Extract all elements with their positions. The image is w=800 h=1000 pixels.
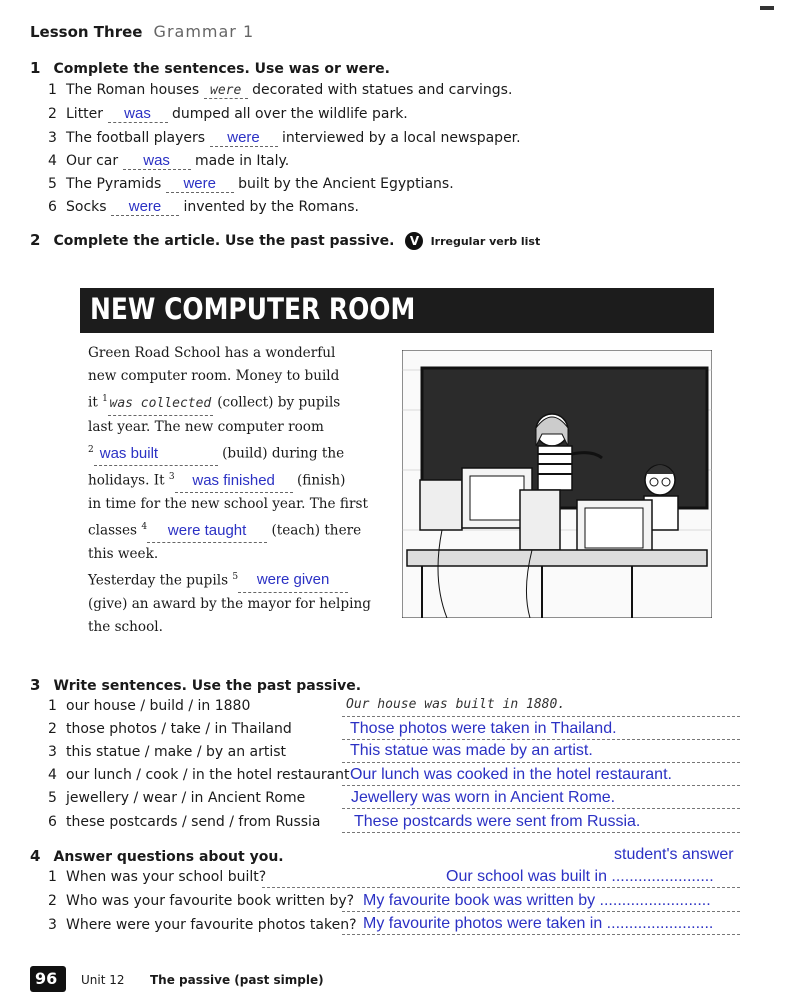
desk bbox=[407, 550, 707, 566]
ex4-question: 3 Where were your favourite photos taken? bbox=[48, 917, 357, 933]
exercise-number: 3 bbox=[30, 676, 41, 694]
answer-field[interactable]: were bbox=[204, 83, 248, 99]
exercise-instruction: Write sentences. Use the past passive. bbox=[53, 678, 362, 694]
exercise-4-heading bbox=[30, 846, 284, 865]
ex1-item: 6 Socks were invented by the Romans. bbox=[48, 198, 359, 215]
ex3-answer-field[interactable]: Our lunch was cooked in the hotel restaurant. bbox=[350, 766, 672, 783]
ex3-prompt: 3 this statue / make / by an artist bbox=[48, 744, 287, 760]
exercise-1-heading bbox=[30, 58, 390, 77]
ex3-prompt: 4 our lunch / cook / in the hotel restaurant bbox=[48, 767, 350, 783]
answer-field[interactable]: were taught bbox=[147, 519, 267, 543]
ex3-prompt: 1 our house / build / in 1880 bbox=[48, 698, 251, 714]
ex3-prompt: 6 these postcards / send / from Russia bbox=[48, 814, 321, 830]
ex4-question: 2 Who was your favourite book written by? bbox=[48, 893, 355, 909]
ex1-item: 4 Our car was made in Italy. bbox=[48, 152, 290, 169]
article-text: Green Road School has a wonderful new computer room. Money to build it $^1$ was collected (collect) by pupils last year. The new computer room $^2$ was built (build) during the holidays. It $^3$ was finished (finish) in time for the new school year. The first classes $^4$ were taught (teach) there this week. Yesterday the pupils $^5$ were given (give) an award by the mayor for helping the school. bbox=[88, 345, 371, 635]
answer-field[interactable]: were bbox=[210, 129, 278, 147]
article-title-banner bbox=[80, 288, 714, 333]
ex3-prompt: 5 jewellery / wear / in Ancient Rome bbox=[48, 790, 306, 806]
lesson-title: Lesson Three bbox=[30, 23, 143, 41]
exercise-instruction: Complete the sentences. Use was or were. bbox=[53, 61, 390, 77]
verb-list-icon[interactable]: V bbox=[405, 232, 423, 250]
exercise-instruction: Answer questions about you. bbox=[53, 849, 284, 865]
student-answer-note: student's answer bbox=[614, 846, 734, 863]
footer-topic: The passive (past simple) bbox=[150, 973, 324, 987]
exercise-number: 1 bbox=[30, 59, 41, 77]
answer-field[interactable]: was bbox=[123, 152, 191, 170]
ex3-prompt: 2 those photos / take / in Thailand bbox=[48, 721, 292, 737]
answer-field[interactable]: were bbox=[166, 175, 234, 193]
answer-field[interactable]: was bbox=[108, 105, 168, 123]
page-number: 96 bbox=[35, 969, 58, 988]
answer-field[interactable]: was built bbox=[94, 442, 218, 466]
ex1-item: 5 The Pyramids were built by the Ancient Egyptians. bbox=[48, 175, 454, 192]
section-title: Grammar 1 bbox=[153, 22, 255, 41]
ex3-answer-field[interactable]: Our house was built in 1880. bbox=[346, 697, 566, 712]
exercise-instruction: Complete the article. Use the past passive. bbox=[53, 233, 395, 249]
ex3-answer-field[interactable]: Those photos were taken in Thailand. bbox=[350, 720, 617, 737]
ex4-question: 1 When was your school built? bbox=[48, 869, 267, 885]
answer-field[interactable]: was finished bbox=[175, 469, 293, 493]
page-number-badge bbox=[30, 966, 66, 992]
verb-list-link[interactable]: Irregular verb list bbox=[430, 235, 541, 248]
exercise-2-heading bbox=[30, 230, 540, 250]
computer-room-illustration bbox=[402, 350, 712, 618]
ex4-answer-field[interactable]: My favourite book was written by ......................... bbox=[363, 892, 711, 909]
answer-field[interactable]: were given bbox=[238, 568, 348, 592]
ex4-answer-field[interactable]: Our school was built in ....................... bbox=[446, 868, 714, 885]
ex1-item: 1 The Roman houses were decorated with statues and carvings. bbox=[48, 82, 513, 98]
exercise-number: 4 bbox=[30, 847, 41, 865]
footer-unit: Unit 12 bbox=[81, 973, 125, 987]
ex4-answer-field[interactable]: My favourite photos were taken in ........................ bbox=[363, 915, 714, 932]
ex1-item: 2 Litter was dumped all over the wildlife park. bbox=[48, 105, 408, 122]
ex1-item: 3 The football players were interviewed by a local newspaper. bbox=[48, 129, 521, 146]
ex3-answer-field[interactable]: This statue was made by an artist. bbox=[350, 742, 593, 759]
ex3-answer-field[interactable]: Jewellery was worn in Ancient Rome. bbox=[351, 789, 616, 806]
ex3-answer-field[interactable]: These postcards were sent from Russia. bbox=[354, 813, 641, 830]
corner-mark bbox=[760, 6, 774, 10]
exercise-3-heading bbox=[30, 675, 361, 694]
exercise-number: 2 bbox=[30, 231, 41, 249]
answer-field[interactable]: was collected bbox=[108, 392, 213, 416]
answer-field[interactable]: were bbox=[111, 198, 179, 216]
page-header bbox=[30, 22, 254, 41]
article-title: NEW COMPUTER ROOM bbox=[90, 292, 416, 326]
